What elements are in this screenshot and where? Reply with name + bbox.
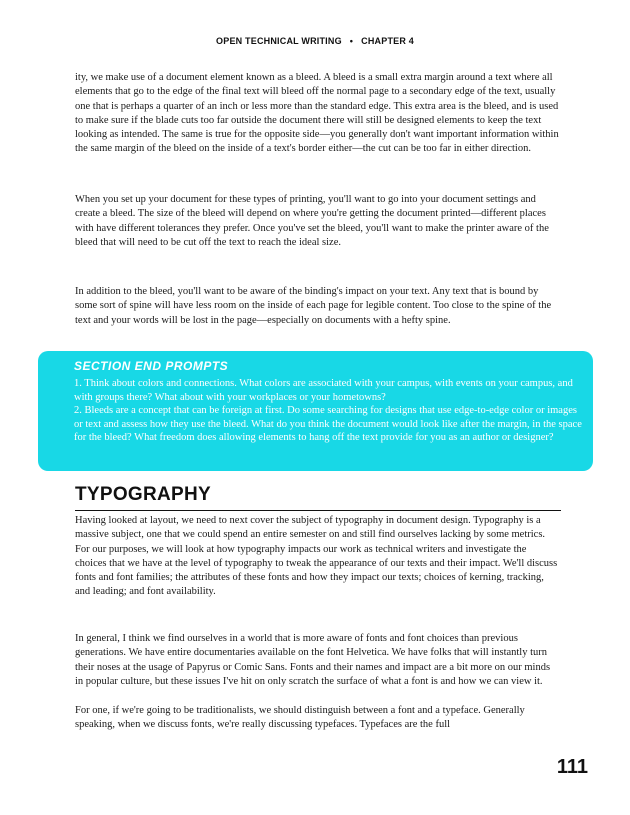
header-separator: • [349,36,354,46]
paragraph-bleed-setup: When you set up your document for these types of printing, you'll want to go into your document settings and create a bleed. The size of the bleed will depend on where you're getting the document printed—different places with have different tolerances they prefer. Once you've set the bleed, you'll want to make the printer aware of the bleed that will need to be cut off the text to reach the ideal size. [75,194,549,248]
heading-divider [75,510,561,511]
page-number: 111 [556,756,588,778]
paragraph-bleed-definition: ity, we make use of a document element known as a bleed. A bleed is a small extra margin around a text where all elements that go to the edge of the final text will bleed off the normal page to a secondary edge of the text, usually one that is perhaps a quarter of an inch or less more than the standard edge. This extra area is the bleed, and is used to make sure if the blade cuts too far outside the document there will still be designed elements to keep the text looking as intended. The same is true for the opposite side—you generally don't want important information within the same margin of the bleed on the inside of a text's border either—the cut can be too far in either direction. [75,72,559,155]
callout-title: SECTION END PROMPTS [74,359,229,373]
section-heading: TYPOGRAPHY [75,484,212,505]
paragraph-typography-intro: Having looked at layout, we need to next cover the subject of typography in document design. Typography is a massive subject, one that we could spend an entire semester on and still find ourselves lacking by some metrics. For our purposes, we will look at how typography impacts our work as technical writers and investigate the choices that we have at the level of typography to tweak the appearance of our texts and their impact. We'll discuss fonts and font families; the attributes of these fonts and how they impact our texts; choices of kerning, tracking, and leading; and font availability. [75,515,558,598]
chapter-label: CHAPTER 4 [361,36,414,46]
prompt-item: 2. Bleeds are a concept that can be foreign at first. Do some searching for designs that use edge-to-edge color or images or text and assess how they use the bleed. What do you think the document would look like after the margin, in the space for the bleed? What freedom does allowing elements to hang off the text provide for you as an author or designer? [74,405,582,444]
paragraph-binding: In addition to the bleed, you'll want to be aware of the binding's impact on your text. Any text that is bound by some sort of spine will have less room on the inside of each page for legible content. Too close to the spine of the text and your words will be lost in the page—especially on documents with a hefty spine. [75,286,552,326]
book-title: OPEN TECHNICAL WRITING [216,36,342,46]
prompt-item: 1. Think about colors and connections. What colors are associated with your campus, with events on your campus, and with groups there? What about with your workplaces or your hometowns? [74,378,573,403]
paragraph-font-typeface: For one, if we're going to be traditionalists, we should distinguish between a font and a typeface. Generally speaking, when we discuss fonts, we're really discussing typefaces. Typefaces are the full [75,705,525,731]
running-header [0,36,630,46]
callout-prompts [74,377,586,445]
paragraph-font-awareness: In general, I think we find ourselves in a world that is more aware of fonts and font choices than previous generations. We have entire documentaries available on the font Helvetica. We have folks that will instantly turn their noses at the usage of Papyrus or Comic Sans. Fonts and their names and impact are a bit more on our minds in popular culture, but these issues I've hit on only scratch the surface of what a font is and how we can view it. [75,633,551,687]
section-end-prompts-box [38,351,593,471]
